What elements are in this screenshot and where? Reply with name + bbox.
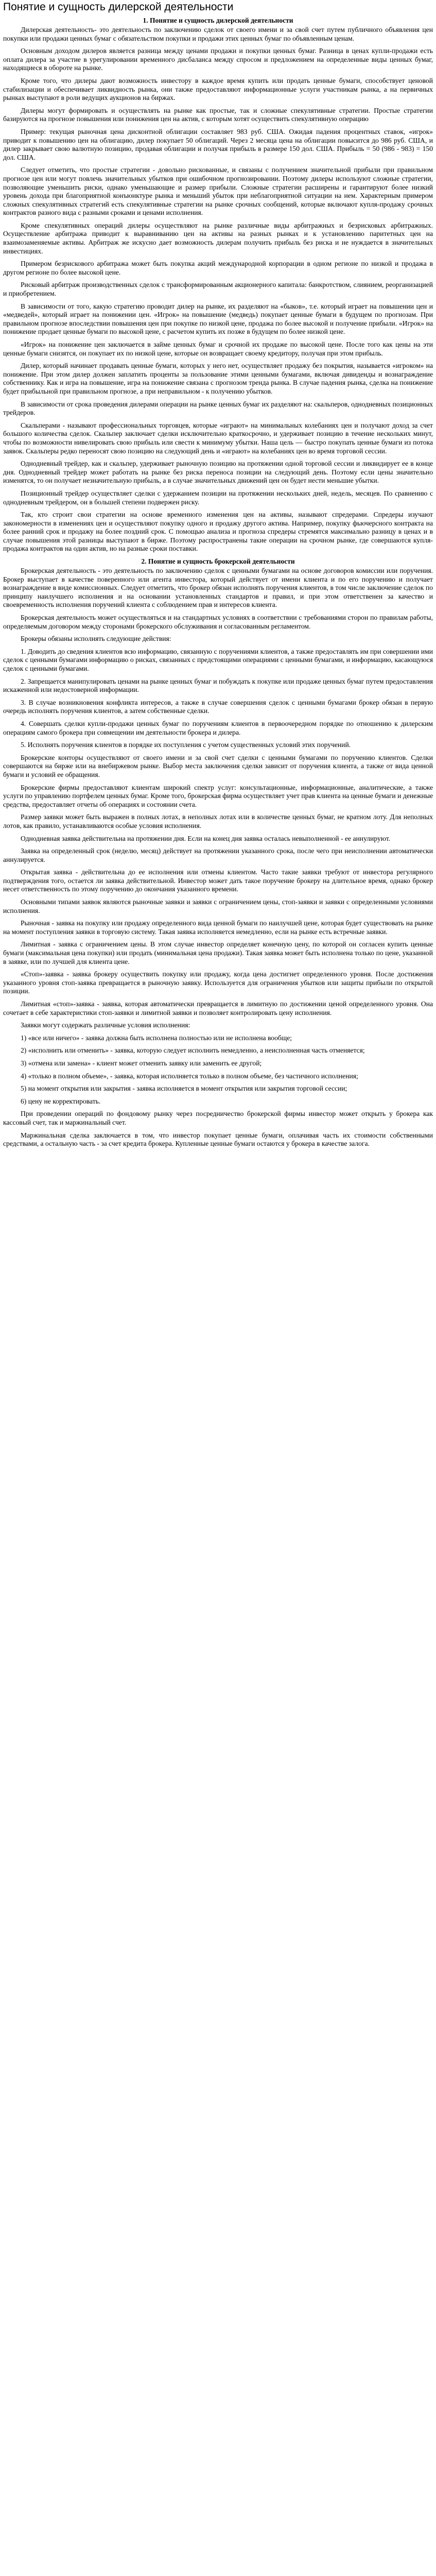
paragraph: 2) «исполнить или отменить» - заявка, которую следует исполнить немедленно, а неисполненная часть отменяется;: [21, 1046, 365, 1055]
paragraph: Основным доходом дилеров является разница между ценами продажи и покупки ценных бумаг. Разница в ценах купли-продажи есть оплата дилера за участие в урегулировании временного дисбаланса между спросом и предложением на определенные виды ценных бумаг, находящиеся в обороте на рынке.: [3, 47, 433, 72]
paragraph: Пример: текущая рыночная цена дисконтной облигации составляет 983 руб. США. Ожидая падения процентных ставок, «игрок» приводит к повышению цен на облигацию, дилер покупает 50 облигаций. Через 2 месяца цена на облигации повысится до 986 руб. США, и дилер закрывает свою валютную позицию, продавая облигации и получая прибыль в размере 150 дол. США. Прибыль = 50 (986 - 983) = 150 дол. США.: [3, 127, 433, 161]
paragraph: В зависимости от того, какую стратегию проводит дилер на рынке, их разделяют на «быков», т.е. который играет на повышении цен и «медведей», который играет на понижении цен. «Игрок» на повышение (медведь) покупает ценные бумаги в будущем по прогнозам. При правильном прогнозе впоследствии повышения цен при покупке по низкой цене, продажа по более высокой и получение прибыли. «Игрок» на понижение продает ценные бумаги по высокой цене, с расчетом купить их позже в будущем по более низкой цене.: [3, 302, 433, 336]
paragraph: Дилерская деятельность- это деятельность по заключению сделок от своего имени и за свой счет путем публичного объявления цен покупки или продажи ценных бумаг с обязательством покупки и продажи этих ценных бумаг по объявленным ценам.: [3, 26, 433, 42]
paragraph: Размер заявки может быть выражен в полных лотах, в неполных лотах или в количестве ценных бумаг, не кратном лоту. Для неполных лотов, как правило, устанавливаются особые условия исполнения.: [3, 813, 433, 829]
section2-heading: 2. Понятие и сущность брокерской деятельности: [141, 557, 295, 566]
paragraph: «Игрок» на понижение цен заключается в займе ценных бумаг и срочной их продаже по высокой цене. После того как цены на эти ценные бумаги снизятся, он покупает их по низкой цене, которые он возвращает своему кредитору, получая при этом прибыль.: [3, 341, 433, 357]
paragraph: 1) «все или ничего» - заявка должна быть исполнена полностью или не исполнена вообще;: [21, 1033, 292, 1042]
paragraph: Брокерские конторы осуществляют от своего имени и за свой счет сделки с ценными бумагами по поручению клиентов. Сделки совершаются на бирже или на внебиржевом рынке. Выбор места заключения сделки зависит от поручения клиента, а также от вида ценной бумаги и условий ее обращения.: [3, 753, 433, 778]
paragraph: Лимитная - заявка с ограничением цены. В этом случае инвестор определяет конечную цену, по которой он согласен купить ценные бумаги (максимальная цена покупки) или продать (минимальная цена продажи). Такая заявка может быть исполнена только по цене, указанной в заявке, или по лучшей для клиента цене.: [3, 940, 433, 965]
paragraph: Позиционный трейдер осуществляет сделки с удержанием позиции на протяжении нескольких дней, недель, месяцев. По сравнению с однодневным трейдером, он в большей степени подвержен риску.: [3, 489, 433, 506]
paragraph: Брокерская деятельность - это деятельность по заключению сделок с ценными бумагами на основе договоров комиссии или поручения. Брокер выступает в качестве поверенного или агента инвестора, который действует от имени клиента и по его поручению и получает вознаграждение в виде комиссионных. Следует отметить, что брокер обязан исполнять поручения клиентов, в том числе заключение сделок по принципу наилучшего исполнения и на основании установленных стандартов и правил, и при этом ответственен за качество и своевременность исполнения поручений клиента с соблюдением прав и интересов клиента.: [3, 567, 433, 609]
paragraph: Брокерская деятельность может осуществляться и на стандартных условиях в соответствии с требованиями сторон по правилам работы, определяемым договором между сторонами брокерского обслуживания и согласованным регламентом.: [3, 614, 433, 630]
paragraph: Заявки могут содержать различные условия исполнения:: [21, 1021, 190, 1029]
paragraph: 5) на момент открытия или закрытия - заявка исполняется в момент открытия или закрытия торговой сессии;: [21, 1084, 347, 1093]
paragraph: В зависимости от срока проведения дилерами операции на рынке ценных бумаг их разделяют на: скальперов, однодневных позиционных трейдеров.: [3, 400, 433, 417]
paragraph: 4. Совершать сделки купли-продажи ценных бумаг по поручениям клиентов в первоочередном порядке по отношению к дилерским операциям самого брокера при совмещении им деятельности брокера и дилера.: [3, 719, 433, 736]
paragraph: Примером безрискового арбитража может быть покупка акций международной корпорации в одном регионе по низкой и продажа в другом регионе по более высокой цене.: [3, 260, 433, 276]
paragraph: Однодневная заявка действительна на протяжении дня. Если на конец дня заявка осталась невыполненной - ее аннулируют.: [21, 834, 391, 842]
paragraph: 4) «только в полном объеме», - заявка, которая исполняется только в полном объеме, без частичного исполнения;: [21, 1072, 358, 1080]
paragraph: 1. Доводить до сведения клиентов всю информацию, связанную с поручениями клиентов, а также предоставлять им при совершении ими сделок с ценными бумагами информацию о рисках, связанных с предстоящими операциями с ценными бумагами, и информацию, касающуюся сделок с ценными бумагами.: [3, 647, 433, 672]
paragraph: Брокерские фирмы предоставляют клиентам широкий спектр услуг: консультационные, информационные, аналитические, а также услуги по управлению портфелем ценных бумаг. Кроме того, брокерская фирма осуществляет учет прав клиента на ценные бумаги и денежные средства, предоставляет отчеты об операциях и состоянии счета.: [3, 783, 433, 808]
paragraph: Дилеры могут формировать и осуществлять на рынке как простые, так и сложные спекулятивные стратегии. Простые стратегии базируются на прогнозе повышения или понижения цен на актив, с которым хотят осуществить спекулятивную операцию: [3, 106, 433, 123]
paragraph: Основными типами заявок являются рыночные заявки и заявки с ограничением цены, стоп-заявки и заявки с определенными условиями исполнения.: [3, 898, 433, 914]
section1-body: [3, 26, 433, 553]
paragraph: Скальперами - называют профессиональных торговцев, которые «играют» на минимальных колебаниях цен и получают доход за счет большого количества сделок. Скальпер заключает сделки исключительно краткосрочно, и удерживает позицию в течение нескольких минут, чтобы по возможности нивелировать свою прибыль или свести к минимуму убытки. Наша цель — быстро покупать ценные бумаги из потока заявок. Скальперы редко переносят свою позицию на следующий день и «играют» на колебаниях цен во время торговой сессии.: [3, 421, 433, 455]
paragraph: 3. В случае возникновения конфликта интересов, а также в случае совершения сделок с ценными бумагами брокер обязан в первую очередь исполнять поручения клиентов, а затем собственные сделки.: [3, 698, 433, 715]
section1-heading: 1. Понятие и сущность дилерской деятельности: [143, 16, 293, 24]
paragraph: Рыночная - заявка на покупку или продажу определенного вида ценной бумаги по наилучшей цене, которая будет существовать на рынке на момент поступления заявки в торговую систему. Такая заявка исполняется немедленно, если на рынке есть встречные заявки.: [3, 919, 433, 936]
paragraph: Открытая заявка - действительна до ее исполнения или отмены клиентом. Часто такие заявки требуют от инвестора регулярного подтверждения того, остается ли заявка действительной. Инвестор может дать такое поручение брокеру на длительное время, однако брокер несет ответственность по этому поручению до окончания указанного времени.: [3, 868, 433, 893]
paragraph: 6) цену не корректировать.: [21, 1097, 101, 1105]
paragraph: «Стоп»-заявка - заявка брокеру осуществить покупку или продажу, когда цена достигнет определенного уровня. После достижения указанного уровня стоп-заявка превращается в рыночную заявку. Используется для ограничения убытков или защиты прибыли по открытой позиции.: [3, 970, 433, 995]
paragraph: Дилер, который начинает продавать ценные бумаги, которых у него нет, осуществляет продажу без покрытия, называется «игроком» на понижение. При этом дилер должен заплатить проценты за пользование этими ценными бумагами, включая дивиденды и вознаграждение собственнику. Как и игра на повышение, игра на понижение связана с прогнозом тренда рынка. В случае падения рынка, сделка на понижение будет прибыльной при правильном прогнозе, а при неправильном - к получению убытков.: [3, 362, 433, 395]
paragraph: 3) «отмена или замена» - клиент может отменить заявку или заменить ее другой;: [21, 1059, 262, 1067]
paragraph: Лимитная «стоп»-заявка - заявка, которая автоматически превращается в лимитную по достижении ценой определенного уровня. Она сочетает в себе характеристики стоп-заявки и лимитной заявки и позволяет контролировать цену исполнения.: [3, 1000, 433, 1016]
paragraph: Кроме того, что дилеры дают возможность инвестору в каждое время купить или продать ценные бумаги, способствует ценовой стабилизации и обеспечивает ликвидность рынка, они также предоставляют информационные услуги участникам рынка, а на первичных рынках выступают в роли ведущих аукционов на биржах.: [3, 76, 433, 102]
paragraph: Заявка на определенный срок (неделю, месяц) действует на протяжении указанного срока, после чего при неисполнении автоматически аннулируется.: [3, 847, 433, 863]
paragraph: 5. Исполнять поручения клиентов в порядке их поступления с учетом существенных условий этих поручений.: [21, 741, 351, 749]
paragraph: При проведении операций по фондовому рынку через посредничество брокерской фирмы инвестор может открыть у брокера как кассовый счет, так и маржинальный счет.: [3, 1110, 433, 1126]
paragraph: Кроме спекулятивных операций дилеры осуществляют на рынке различные виды арбитражных и безрисковых арбитражных. Осуществление арбитража приводит к выравниванию цен на активы на разных рынках и к установлению паритетных цен на взаимозаменяемые активы. Арбитраж же искусно дает возможность дилерам получить прибыль без риска и не нуждается в значительных инвестициях.: [3, 221, 433, 255]
section2-body: [3, 567, 433, 1148]
document-page: [0, 1, 436, 1157]
paragraph: Маржинальная сделка заключается в том, что инвестор покупает ценные бумаги, оплачивая часть их стоимости собственными средствами, а остальную часть - за счет кредита брокера. Купленные ценные бумаги остаются у брокера в качестве залога.: [3, 1131, 433, 1148]
paragraph: Так, кто строит свои стратегии на основе временного изменения цен на активы, называют спредерами. Спредеры изучают закономерности в изменениях цен и осуществляют покупку одного и продажу другого актива. Например, покупку фьючерсного контракта на более ранний срок и продажу на более поздний срок. С помощью анализа и прогноза спредеры стремятся максимально разницу в ценах и в случае повышения этой разницы выступают в бирже. Поэтому распространены такие операции на срочном рынке, где совершаются купля-продажа контрактов на один актив, но на разные сроки поставки.: [3, 511, 433, 553]
paragraph: Следует отметить, что простые стратегии - довольно рискованные, и связаны с получением значительной прибыли при правильном прогнозе цен или могут повлечь значительных убытков при ошибочном прогнозировании. Поэтому дилеры используют сложные стратегии, позволяющие уменьшить риски, однако уменьшающие и размер прибыли. Сложные стратегии расширены и гарантируют более низкий уровень дохода при благоприятной конъюнктуре рынка и меньший убыток при неблагоприятной ситуации на нем. Характерным примером сложных спекулятивных стратегий есть спекулятивные стратегии на рынке срочных сообщений, которые включают купля-продажу срочных контрактов разного вида с разными сроками и ценами исполнения.: [3, 166, 433, 217]
page-title: Понятие и сущность дилерской деятельности: [3, 1, 234, 13]
paragraph: 2. Запрещается манипулировать ценами на рынке ценных бумаг и побуждать к покупке или продаже ценных бумаг путем предоставления искаженной или недостоверной информации.: [3, 677, 433, 694]
paragraph: Рисковый арбитраж производственных сделок с трансформированным акционерного капитала: банкротством, слиянием, реорганизацией и приобретением.: [3, 281, 433, 298]
paragraph: Однодневный трейдер, как и скальпер, удерживает рыночную позицию на протяжении одной торговой сессии и ликвидирует ее в конце дня. Однодневный трейдер может работать на рынке без риска переноса позиции на следующий день. Поэтому если цены значительно изменятся, то он получает незначительную прибыль, а в случае значительных движений цен он будет нести меньшие убытки.: [3, 460, 433, 485]
paragraph: Брокеры обязаны исполнять следующие действия:: [21, 635, 171, 643]
